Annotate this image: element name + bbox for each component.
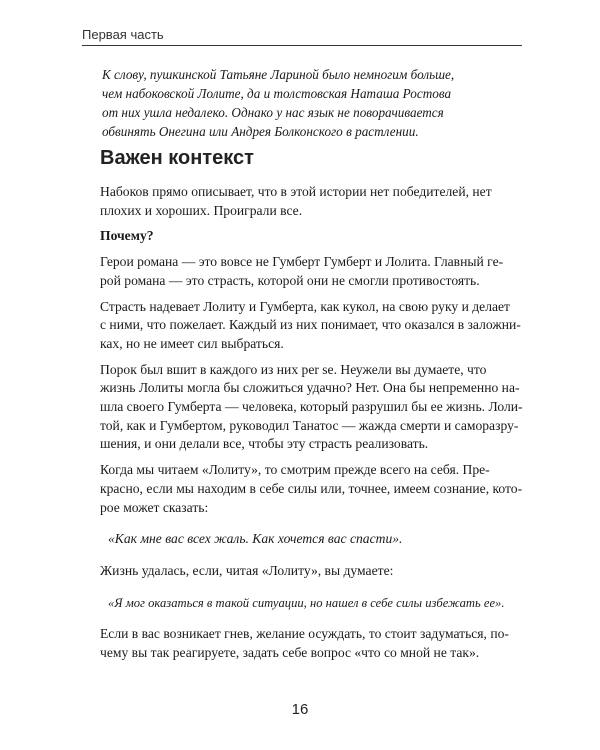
- paragraph-6: Жизнь удалась, если, читая «Лолиту», вы думаете:: [100, 562, 394, 578]
- quote-1: «Как мне вас всех жаль. Как хочется вас спасти».: [108, 531, 403, 547]
- epigraph-line: чем набоковской Лолите, да и толстовская Наташа Ростова: [102, 86, 452, 101]
- text-line: Если в вас возникает гнев, желание осуждать, то стоит задуматься, по-: [100, 626, 509, 642]
- subheading-why: Почему?: [100, 228, 154, 244]
- text-line: Набоков прямо описывает, что в этой истории нет победителей, нет: [100, 184, 492, 199]
- text-line: чему вы так реагируете, задать себе вопрос «что со мной не так».: [100, 645, 480, 661]
- epigraph-line: от них ушла недалеко. Однако у нас язык не поворачивается: [102, 105, 444, 120]
- paragraph-1: [100, 183, 520, 220]
- quote-2: «Я мог оказаться в такой ситуации, но нашел в себе силы избежать ее».: [108, 595, 505, 610]
- header-rule: [82, 45, 522, 46]
- text-line: шения, и они делали все, чтобы эту страсть реализовать.: [100, 436, 429, 452]
- text-line: ках, но не имеет сил выбраться.: [100, 335, 284, 351]
- section-title: Важен контекст: [100, 147, 254, 169]
- paragraph-4: [100, 361, 523, 455]
- epigraph: [102, 65, 502, 141]
- text-line: Порок был вшит в каждого из них per se. Неужели вы думаете, что: [100, 361, 487, 377]
- paragraph-5: [100, 461, 523, 517]
- running-head: Первая часть: [82, 27, 164, 42]
- epigraph-line: К слову, пушкинской Татьяне Лариной было немногим больше,: [102, 67, 455, 82]
- text-line: той, как и Гумбертом, руководил Танатос — жажда смерти и саморазру-: [100, 417, 519, 433]
- paragraph-3: [100, 298, 520, 354]
- text-line: рое может сказать:: [100, 499, 209, 515]
- text-line: с ними, что пожелает. Каждый из них понимает, что оказался в заложни-: [100, 317, 521, 333]
- text-line: Страсть надевает Лолиту и Гумберта, как кукол, на свою руку и делает: [100, 298, 510, 314]
- page-number: 16: [291, 701, 309, 718]
- text-line: рой романа — это страсть, которой они не смогли противостоять.: [100, 272, 480, 288]
- text-line: Когда мы читаем «Лолиту», то смотрим прежде всего на себя. Пре-: [100, 462, 490, 478]
- text-line: плохих и хороших. Проиграли все.: [100, 202, 303, 218]
- body-text: [100, 183, 523, 670]
- paragraph-7: [100, 625, 520, 662]
- paragraph-2: [100, 253, 520, 290]
- epigraph-line: обвинять Онегина или Андрея Болконского в растлении.: [102, 124, 419, 139]
- text-line: шла своего Гумберта — человека, который разрушил бы ее жизнь. Лоли-: [100, 399, 523, 415]
- text-line: красно, если мы находим в себе силы или, точнее, имеем сознание, кото-: [100, 480, 523, 496]
- text-line: жизнь Лолиты могла бы сложиться удачно? Нет. Она бы непременно на-: [100, 380, 520, 396]
- text-line: Герои романа — это вовсе не Гумберт Гумберт и Лолита. Главный ге-: [100, 254, 504, 270]
